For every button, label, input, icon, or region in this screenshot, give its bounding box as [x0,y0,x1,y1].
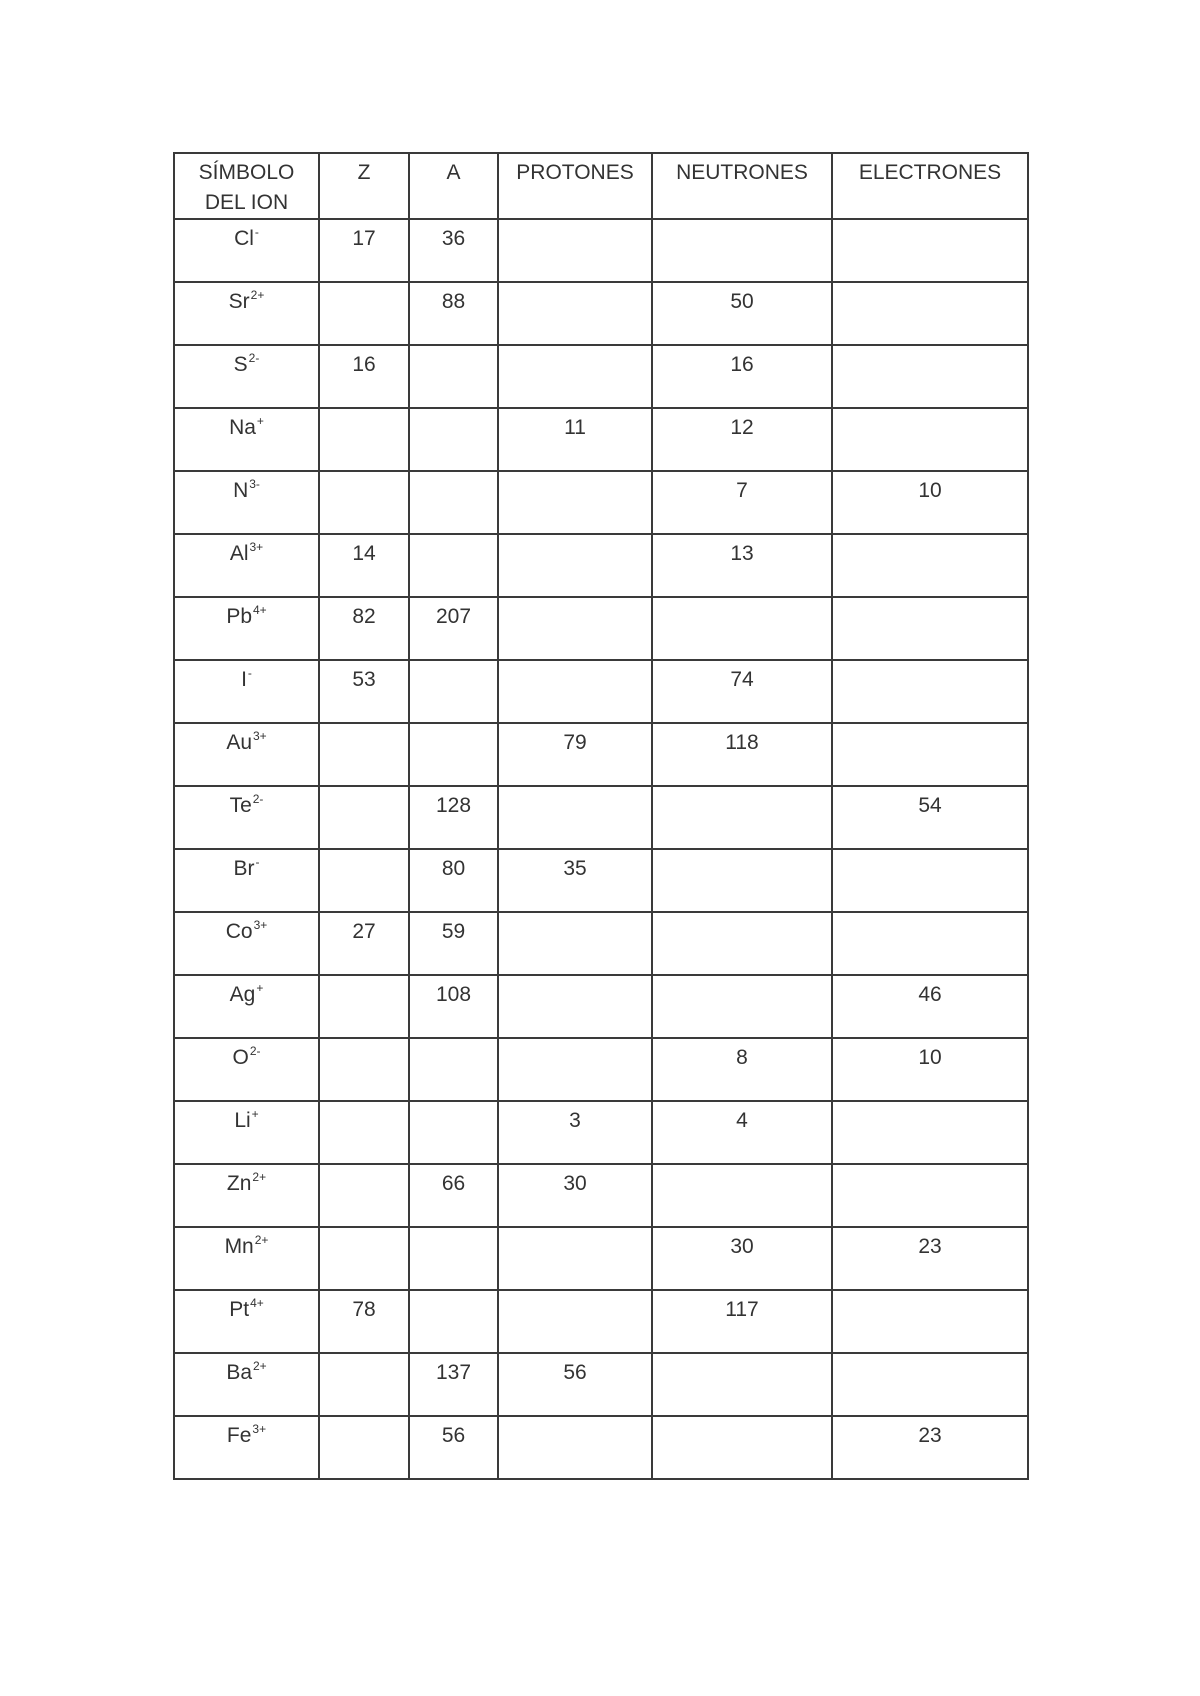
cell-protones: 56 [498,1353,652,1416]
ion-symbol: Mn [224,1235,254,1258]
cell-neutrones [652,912,832,975]
cell-z [319,471,409,534]
ion-table-body [174,219,1028,1479]
ion-charge: 2- [249,1044,261,1058]
ion-symbol-cell [174,723,319,786]
cell-neutrones: 74 [652,660,832,723]
cell-neutrones: 12 [652,408,832,471]
cell-protones: 35 [498,849,652,912]
cell-electrones [832,723,1028,786]
cell-a [409,1290,498,1353]
ion-charge: + [251,1107,259,1121]
cell-protones [498,282,652,345]
cell-electrones [832,1290,1028,1353]
cell-neutrones: 16 [652,345,832,408]
ion-charge: 2- [248,351,260,365]
cell-a: 36 [409,219,498,282]
ion-charge: 2+ [253,1359,267,1373]
cell-z [319,849,409,912]
cell-z [319,408,409,471]
table-row [174,660,1028,723]
cell-z: 17 [319,219,409,282]
table-row [174,1164,1028,1227]
cell-protones [498,1038,652,1101]
cell-a [409,345,498,408]
cell-protones [498,786,652,849]
table-row [174,282,1028,345]
cell-z: 27 [319,912,409,975]
header-electrones: ELECTRONES [832,153,1028,219]
cell-electrones [832,849,1028,912]
cell-z [319,1416,409,1479]
ion-symbol-cell [174,282,319,345]
ion-charge: 2+ [252,1170,267,1184]
cell-protones [498,975,652,1038]
ion-symbol: Ba [226,1361,252,1384]
cell-z: 14 [319,534,409,597]
ion-symbol-cell [174,219,319,282]
cell-z [319,1227,409,1290]
cell-protones [498,1416,652,1479]
ion-symbol: Pb [226,605,252,628]
ion-charge: 3+ [252,1422,267,1436]
cell-a: 207 [409,597,498,660]
header-protones: PROTONES [498,153,652,219]
cell-a [409,471,498,534]
cell-protones: 11 [498,408,652,471]
cell-a: 80 [409,849,498,912]
cell-neutrones [652,975,832,1038]
ion-table-header [174,153,1028,219]
ion-charge: 2- [252,792,264,806]
cell-z [319,975,409,1038]
ion-charge: - [255,855,260,869]
ion-symbol-cell [174,408,319,471]
cell-protones [498,1290,652,1353]
cell-electrones [832,219,1028,282]
table-row [174,408,1028,471]
table-row [174,1038,1028,1101]
cell-neutrones [652,597,832,660]
cell-neutrones: 4 [652,1101,832,1164]
table-row [174,1101,1028,1164]
cell-z [319,1164,409,1227]
cell-a [409,1227,498,1290]
ion-table [173,152,1029,1480]
ion-symbol-cell [174,345,319,408]
cell-a [409,408,498,471]
cell-electrones [832,1101,1028,1164]
cell-z [319,723,409,786]
ion-symbol: S [233,353,248,376]
cell-protones [498,345,652,408]
cell-neutrones: 13 [652,534,832,597]
ion-symbol: Fe [226,1424,252,1447]
table-row [174,345,1028,408]
cell-electrones: 10 [832,471,1028,534]
cell-electrones: 46 [832,975,1028,1038]
header-row [174,153,1028,219]
ion-symbol-cell [174,660,319,723]
cell-electrones [832,1353,1028,1416]
cell-electrones: 10 [832,1038,1028,1101]
table-row [174,912,1028,975]
cell-protones [498,660,652,723]
cell-protones [498,912,652,975]
ion-symbol-cell [174,1038,319,1101]
cell-neutrones: 30 [652,1227,832,1290]
ion-symbol-cell [174,534,319,597]
cell-a: 128 [409,786,498,849]
table-row [174,1353,1028,1416]
cell-z: 16 [319,345,409,408]
cell-electrones: 23 [832,1227,1028,1290]
ion-charge: - [247,666,252,680]
ion-charge: 2+ [250,288,265,302]
ion-charge: 4+ [250,1296,264,1310]
ion-symbol: N [233,479,249,502]
cell-protones: 3 [498,1101,652,1164]
cell-neutrones [652,219,832,282]
table-row [174,219,1028,282]
ion-symbol-cell [174,471,319,534]
cell-protones [498,1227,652,1290]
ion-symbol: Ag [229,983,256,1006]
ion-symbol-cell [174,597,319,660]
cell-electrones [832,282,1028,345]
cell-z [319,1038,409,1101]
ion-symbol: O [232,1046,249,1069]
cell-neutrones [652,1353,832,1416]
ion-charge: 3+ [253,729,267,743]
cell-neutrones [652,1416,832,1479]
cell-electrones [832,534,1028,597]
ion-symbol: Na [229,416,256,439]
cell-a: 108 [409,975,498,1038]
ion-charge: + [256,414,264,428]
ion-charge: - [254,225,259,239]
ion-symbol-cell [174,786,319,849]
cell-neutrones: 8 [652,1038,832,1101]
ion-symbol-cell [174,849,319,912]
cell-a [409,534,498,597]
cell-electrones: 23 [832,1416,1028,1479]
ion-symbol: Pt [229,1298,250,1321]
cell-electrones [832,660,1028,723]
cell-z: 53 [319,660,409,723]
ion-charge: 3+ [249,540,264,554]
table-row [174,849,1028,912]
ion-symbol-cell [174,1227,319,1290]
cell-neutrones: 50 [652,282,832,345]
ion-symbol: I [241,668,247,691]
cell-protones [498,597,652,660]
cell-z: 78 [319,1290,409,1353]
cell-neutrones [652,786,832,849]
cell-a: 59 [409,912,498,975]
cell-a [409,1038,498,1101]
ion-symbol: Au [226,731,252,754]
table-row [174,1290,1028,1353]
cell-neutrones [652,849,832,912]
ion-symbol-cell [174,1416,319,1479]
table-row [174,1227,1028,1290]
ion-symbol: Cl [234,227,254,250]
ion-symbol-cell [174,1101,319,1164]
ion-charge: + [256,981,264,995]
cell-a: 56 [409,1416,498,1479]
cell-protones [498,534,652,597]
ion-symbol-cell [174,912,319,975]
cell-z [319,1353,409,1416]
header-symbol-line1: SÍMBOLO [198,161,295,184]
cell-electrones [832,408,1028,471]
cell-electrones: 54 [832,786,1028,849]
table-row [174,597,1028,660]
cell-a [409,660,498,723]
cell-electrones [832,597,1028,660]
cell-z [319,1101,409,1164]
cell-a: 66 [409,1164,498,1227]
cell-electrones [832,1164,1028,1227]
cell-a [409,1101,498,1164]
ion-symbol-cell [174,975,319,1038]
table-row [174,1416,1028,1479]
header-z: Z [319,153,409,219]
cell-z [319,786,409,849]
table-row [174,723,1028,786]
cell-neutrones [652,1164,832,1227]
table-row [174,975,1028,1038]
header-symbol [174,153,319,219]
cell-z: 82 [319,597,409,660]
ion-symbol: Br [233,857,255,880]
table-row [174,534,1028,597]
cell-electrones [832,345,1028,408]
ion-charge: 4+ [253,603,267,617]
cell-z [319,282,409,345]
ion-charge: 3- [249,477,260,491]
ion-symbol: Zn [226,1172,252,1195]
ion-charge: 2+ [254,1233,269,1247]
ion-symbol: Sr [228,290,250,313]
ion-symbol-cell [174,1290,319,1353]
cell-a: 88 [409,282,498,345]
ion-symbol: Co [225,920,253,943]
table-row [174,471,1028,534]
cell-electrones [832,912,1028,975]
cell-neutrones: 117 [652,1290,832,1353]
cell-a [409,723,498,786]
header-neutrones: NEUTRONES [652,153,832,219]
table-row [174,786,1028,849]
ion-symbol-cell [174,1164,319,1227]
ion-symbol: Te [229,794,252,817]
ion-symbol: Al [229,542,249,565]
header-symbol-line2: DEL ION [204,191,289,214]
cell-protones: 79 [498,723,652,786]
cell-protones: 30 [498,1164,652,1227]
cell-protones [498,471,652,534]
cell-a: 137 [409,1353,498,1416]
header-a: A [409,153,498,219]
ion-symbol-cell [174,1353,319,1416]
ion-symbol: Li [234,1109,251,1132]
cell-neutrones: 118 [652,723,832,786]
ion-charge: 3+ [253,918,268,932]
cell-neutrones: 7 [652,471,832,534]
cell-protones [498,219,652,282]
